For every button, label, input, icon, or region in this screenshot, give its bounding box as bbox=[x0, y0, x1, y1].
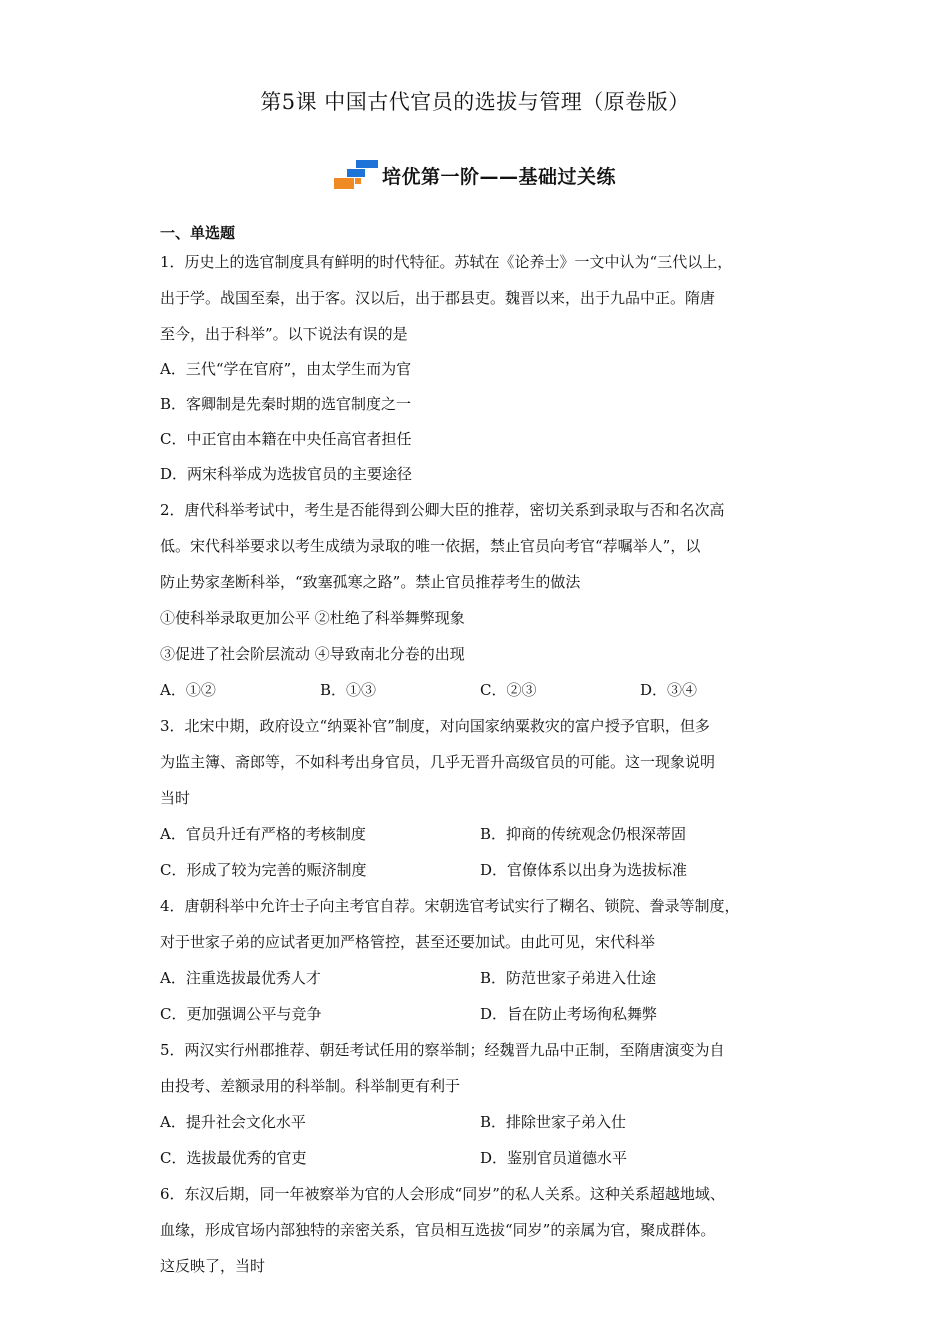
question-3 bbox=[160, 708, 800, 888]
question-stem-line: 防止势家垄断科举，“致塞孤寒之路”。禁止官员推荐考生的做法 bbox=[160, 573, 581, 591]
option-row bbox=[160, 1104, 800, 1140]
question-6 bbox=[160, 1176, 800, 1284]
option-b: B．抑商的传统观念仍根深蒂固 bbox=[480, 825, 687, 843]
question-stem-line: 6．东汉后期，同一年被察举为官的人会形成“同岁”的私人关系。这种关系超越地域、 bbox=[160, 1185, 725, 1203]
question-stem-line: 对于世家子弟的应试者更加严格管控，甚至还要加试。由此可见，宋代科举 bbox=[160, 933, 656, 951]
option-c: C．更加强调公平与竞争 bbox=[160, 1005, 322, 1023]
option-row bbox=[160, 672, 800, 708]
question-stem-line: 当时 bbox=[160, 789, 191, 807]
document-title: 第5课 中国古代官员的选拔与管理（原卷版） bbox=[260, 90, 690, 114]
question-stem-line: 3．北宋中期，政府设立“纳粟补官”制度，对向国家纳粟救灾的富户授予官职，但多 bbox=[160, 717, 710, 735]
option-b: B．防范世家子弟进入仕途 bbox=[480, 969, 657, 987]
option-d: D．官僚体系以出身为选拔标准 bbox=[480, 861, 688, 879]
question-stem-line: 由投考、差额录用的科举制。科举制更有利于 bbox=[160, 1077, 461, 1095]
option-row bbox=[160, 852, 800, 888]
option-b: B．客卿制是先秦时期的选官制度之一 bbox=[160, 395, 412, 413]
option-c: C．选拔最优秀的官吏 bbox=[160, 1149, 307, 1167]
question-stem-line: 血缘，形成官场内部独特的亲密关系，官员相互选拔“同岁”的亲属为官，聚成群体。 bbox=[160, 1221, 716, 1239]
question-stem-line: 至今，出于科举”。以下说法有误的是 bbox=[160, 325, 408, 343]
question-list bbox=[160, 244, 800, 1284]
question-stem-line: 为监主簿、斋郎等，不如科考出身官员，几乎无晋升高级官员的可能。这一现象说明 bbox=[160, 753, 716, 771]
option-row bbox=[160, 960, 800, 996]
option-a: A．提升社会文化水平 bbox=[160, 1113, 306, 1131]
question-5 bbox=[160, 1032, 800, 1176]
question-stem-line: 低。宋代科举要求以考生成绩为录取的唯一依据，禁止官员向考官“荐嘱举人”，以 bbox=[160, 537, 701, 555]
option-a: A．注重选拔最优秀人才 bbox=[160, 969, 321, 987]
question-stem-line: ①使科举录取更加公平 ②杜绝了科举舞弊现象 bbox=[160, 609, 465, 627]
option-b: B．排除世家子弟入仕 bbox=[480, 1113, 627, 1131]
section-heading: 一、单选题 bbox=[160, 224, 236, 242]
option-c: C．中正官由本籍在中央任高官者担任 bbox=[160, 430, 412, 448]
section-banner bbox=[0, 160, 950, 190]
option-a: A．三代“学在官府”，由太学生而为官 bbox=[160, 360, 412, 378]
question-stem-line: 出于学。战国至秦，出于客。汉以后，出于郡县吏。魏晋以来，出于九品中正。隋唐 bbox=[160, 289, 716, 307]
question-stem-line: 4．唐朝科举中允许士子向主考官自荐。宋朝选官考试实行了糊名、锁院、誊录等制度， bbox=[160, 897, 740, 915]
option-d: D．鉴别官员道德水平 bbox=[480, 1149, 628, 1167]
option-a: A．①② bbox=[160, 681, 216, 699]
option-d: D．旨在防止考场徇私舞弊 bbox=[480, 1005, 658, 1023]
option-row bbox=[160, 996, 800, 1032]
question-stem-line: 2．唐代科举考试中，考生是否能得到公卿大臣的推荐，密切关系到录取与否和名次高 bbox=[160, 501, 725, 519]
question-2 bbox=[160, 492, 800, 708]
option-a: A．官员升迁有严格的考核制度 bbox=[160, 825, 366, 843]
question-stem-line: 5．两汉实行州郡推荐、朝廷考试任用的察举制；经魏晋九品中正制，至隋唐演变为自 bbox=[160, 1041, 725, 1059]
stairs-logo-icon bbox=[334, 160, 378, 190]
option-c: C．②③ bbox=[480, 681, 537, 699]
option-row bbox=[160, 1140, 800, 1176]
option-d: D．两宋科举成为选拔官员的主要途径 bbox=[160, 465, 413, 483]
option-d: D．③④ bbox=[640, 681, 698, 699]
question-4 bbox=[160, 888, 800, 1032]
question-stem-line: 这反映了，当时 bbox=[160, 1257, 266, 1275]
question-stem-line: 1．历史上的选官制度具有鲜明的时代特征。苏轼在《论养士》一文中认为“三代以上， bbox=[160, 253, 733, 271]
option-b: B．①③ bbox=[320, 681, 377, 699]
question-stem-line: ③促进了社会阶层流动 ④导致南北分卷的出现 bbox=[160, 645, 465, 663]
banner-title: 培优第一阶——基础过关练 bbox=[381, 165, 616, 188]
question-1 bbox=[160, 244, 800, 492]
option-c: C．形成了较为完善的赈济制度 bbox=[160, 861, 367, 879]
option-row bbox=[160, 816, 800, 852]
